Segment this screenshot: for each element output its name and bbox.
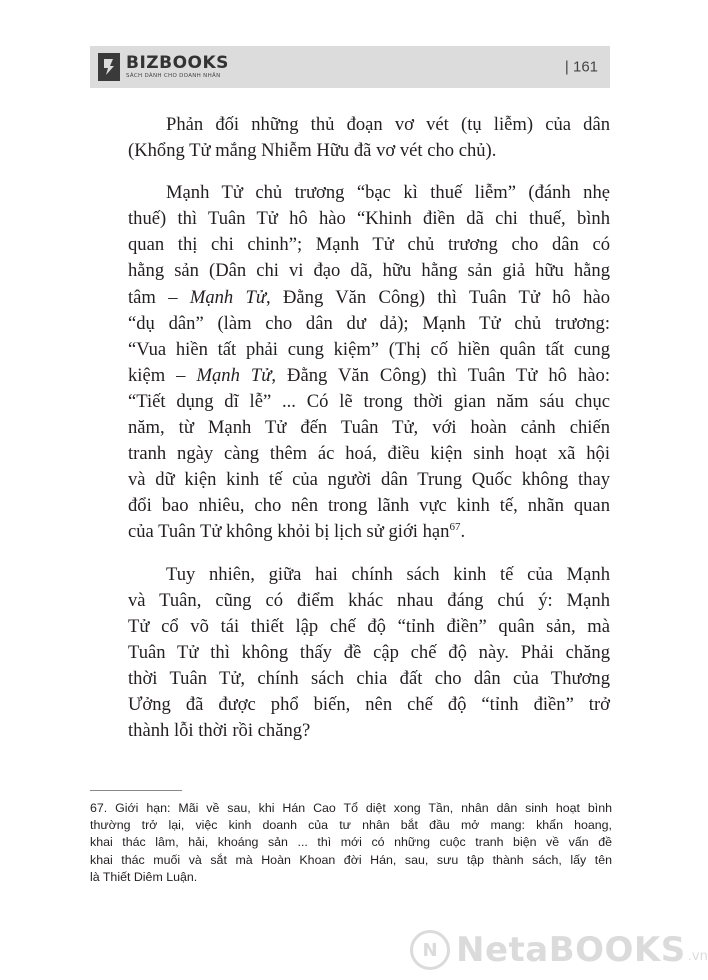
footnote-line: khai thác muối và sắt mà Hoàn Khoan đời Hán, sau, sưu tập thành sách, lấy tên [90, 852, 612, 867]
text-line: Phản đối những thủ đoạn vơ vét (tụ liễm) của dân [166, 114, 610, 135]
netabooks-logo-icon: N [410, 930, 450, 970]
footnote-reference[interactable]: 67 [449, 521, 461, 534]
text-line: Mạnh Tử chủ trương “bạc kì thuế liễm” (đánh nhẹ [166, 182, 610, 204]
publisher-logo [98, 53, 229, 81]
watermark-name: NetaBOOKS [456, 930, 686, 970]
paragraph-1 [90, 112, 610, 164]
text-line-with-footnote: của Tuân Tử không khỏi bị lịch sử giới hạn$^{67}$. [128, 521, 466, 543]
text-line: (Khổng Tử mắng Nhiễm Hữu đã vơ vét cho chủ). [128, 140, 497, 162]
text-line: và Tuân, cũng có điểm khác nhau đáng chú ý: Mạnh [128, 589, 610, 611]
bizbooks-emblem-icon [98, 53, 120, 81]
running-header [90, 46, 610, 88]
text-line: quan thị chi chinh”; Mạnh Tử chủ trương cho dân có [128, 234, 610, 256]
text-line: hằng sản (Dân chi vi đạo dã, hữu hằng sản giả hữu hằng [128, 260, 610, 282]
text-line: tranh ngày càng thêm ác hoá, điều kiện sinh hoạt xã hội [128, 443, 610, 465]
page-number: | 161 [564, 58, 598, 76]
footnote-line: 67. Giới hạn: Mãi về sau, khi Hán Cao Tổ diệt xong Tần, nhân dân sinh hoạt bình [90, 801, 612, 815]
footnote-line: là Thiết Diêm Luận. [90, 869, 198, 884]
watermark [410, 930, 708, 970]
footnote-67 [90, 800, 612, 886]
watermark-suffix: .vn [687, 949, 708, 964]
paragraph-3 [90, 562, 610, 745]
text-line: Tuy nhiên, giữa hai chính sách kinh tế của Mạnh [166, 563, 610, 585]
text-line: Tử cổ võ tái thiết lập chế độ “tỉnh điền” quân sản, mà [128, 615, 610, 637]
text-line: thành lỗi thời rồi chăng? [128, 720, 311, 742]
text-line: và dữ kiện kinh tế của người dân Trung Quốc không thay [128, 469, 610, 491]
logo-tagline: SÁCH DÀNH CHO DOANH NHÂN [126, 72, 221, 79]
footnote-line: thường trở lại, việc kinh doanh của tư nhân bắt đầu mở mang: khẩn hoang, [90, 818, 612, 833]
logo-name: BIZBOOKS [126, 52, 229, 73]
text-line: Ưởng đã được phổ biến, nên chế độ “tỉnh điền” trở [128, 693, 610, 715]
text-line: thời Tuân Tử, chính sách chia đất cho dân của Thương [128, 667, 610, 689]
text-line: Tuân Tử thì không thấy đề cập chế độ này. Phải chăng [128, 641, 610, 663]
body-text [90, 112, 610, 760]
text-line: “Tiết dụng dĩ lễ” ... Có lẽ trong thời gian năm sáu chục [128, 390, 610, 412]
text-line: “Vua hiền tất phải cung kiệm” (Thị cố hiền quân tất cung [128, 338, 610, 360]
footnote-line: khai thác lâm, hải, khoáng sản ... thì mới có những cuộc tranh biện về vấn đề [90, 835, 612, 850]
footnote-divider [90, 790, 182, 791]
text-line: “dụ dân” (làm cho dân dư dả); Mạnh Tử chủ trương: [128, 312, 610, 334]
text-line: kiệm – Mạnh Tử, Đằng Văn Công) thì Tuân Tử hô hào: [128, 364, 610, 386]
paragraph-2 [90, 180, 610, 545]
text-line: tâm – Mạnh Tử, Đằng Văn Công) thì Tuân Tử hô hào [128, 286, 610, 308]
text-line: của Tuân Tử không khỏi bị lịch sử giới hạn [128, 521, 450, 543]
text-line: thuế) thì Tuân Tử hô hào “Khinh điền dã chi thuế, bình [128, 208, 610, 230]
text-line: năm, từ Mạnh Tử đến Tuân Tử, với hoàn cảnh chiến [128, 417, 610, 439]
text-line: đổi bao nhiêu, cho nên trong lãnh vực kinh tế, nhãn quan [128, 495, 610, 517]
